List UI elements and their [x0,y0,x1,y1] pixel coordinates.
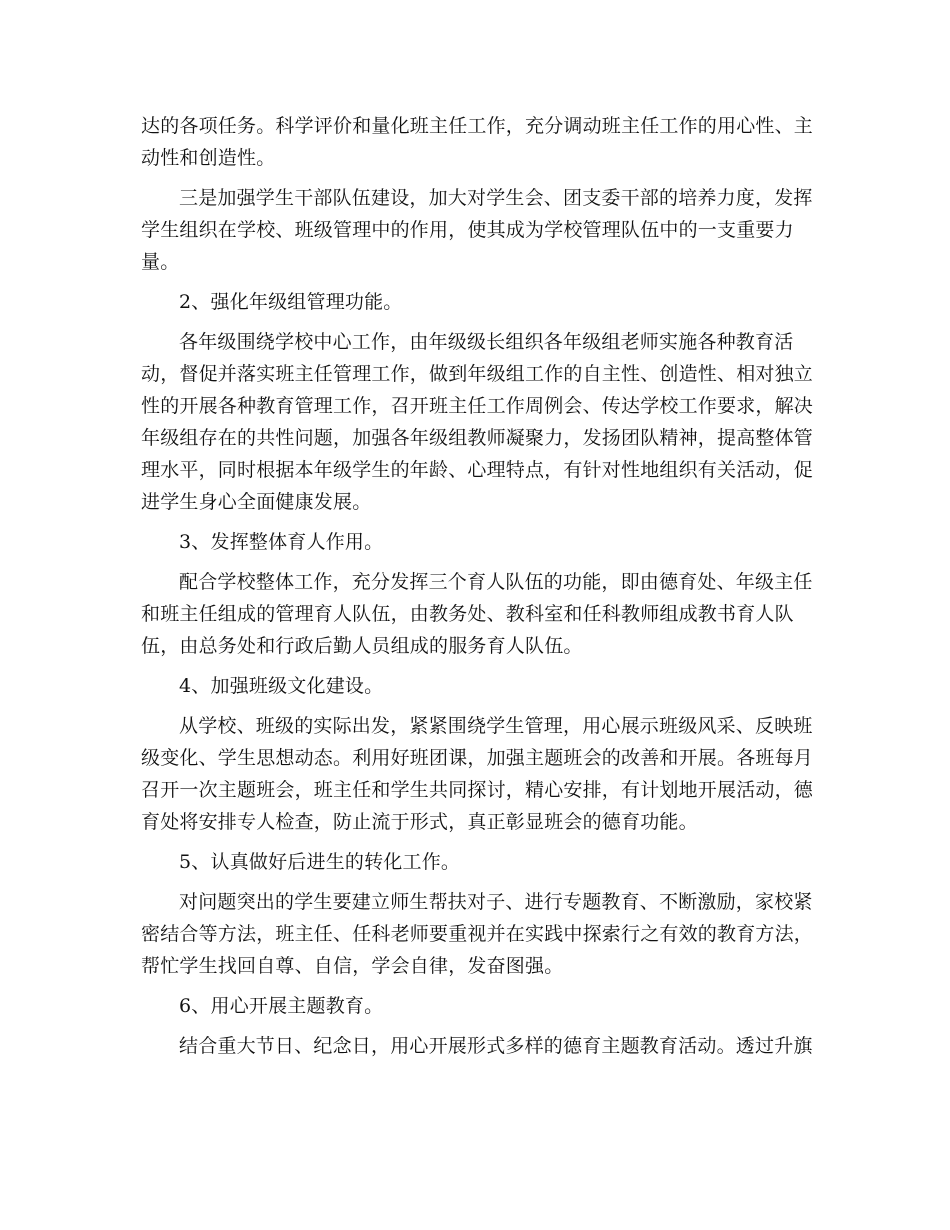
text-line: 召开一次主题班会，班主任和学生共同探讨，精心安排，有计划地开展活动，德 [141,779,814,801]
paragraph [141,886,814,982]
text-line: 达的各项任务。科学评价和量化班主任工作，充分调动班主任工作的用心性、主 [141,115,814,137]
section-heading [141,526,799,558]
text-line: 6、用心开展主题教育。 [179,995,384,1017]
section-heading [141,670,799,702]
text-line: 进学生身心全面健康发展。 [141,491,372,513]
paragraph [141,1030,813,1062]
text-line: 配合学校整体工作，充分发挥三个育人队伍的功能，即由德育处、年级主任 [179,571,813,593]
text-line: 学生组织在学校、班级管理中的作用，使其成为学校管理队伍中的一支重要力 [141,219,794,241]
text-line: 从学校、班级的实际出发，紧紧围绕学生管理，用心展示班级风采、反映班 [179,715,813,737]
text-line: 性的开展各种教育管理工作，召开班主任工作周例会、传达学校工作要求，解决 [141,395,814,417]
text-line: 伍，由总务处和行政后勤人员组成的服务育人队伍。 [141,635,583,657]
text-line: 动，督促并落实班主任管理工作，做到年级组工作的自主性、创造性、相对独立 [141,363,814,385]
text-line: 结合重大节日、纪念日，用心开展形式多样的德育主题教育活动。透过升旗 [179,1035,813,1057]
section-heading [141,990,799,1022]
text-line: 动性和创造性。 [141,147,276,169]
text-line: 和班主任组成的管理育人队伍，由教务处、教科室和任科教师组成教书育人队 [141,603,794,625]
document-body [141,110,814,1070]
paragraph [141,110,814,174]
text-line: 三是加强学生干部队伍建设，加大对学生会、团支委干部的培养力度，发挥 [179,187,813,209]
text-line: 理水平，同时根据本年级学生的年龄、心理特点，有针对性地组织有关活动，促 [141,459,814,481]
paragraph [141,326,814,518]
text-line: 年级组存在的共性问题，加强各年级组教师凝聚力，发扬团队精神，提高整体管 [141,427,814,449]
text-line: 级变化、学生思想动态。利用好班团课，加强主题班会的改善和开展。各班每月 [141,747,814,769]
section-heading [141,286,799,318]
paragraph [141,710,814,838]
text-line: 5、认真做好后进生的转化工作。 [179,851,461,873]
text-line: 育处将安排专人检查，防止流于形式，真正彰显班会的德育功能。 [141,811,698,833]
text-line: 帮忙学生找回自尊、自信，学会自律，发奋图强。 [141,955,564,977]
section-heading [141,846,799,878]
text-line: 各年级围绕学校中心工作，由年级级长组织各年级组老师实施各种教育活 [179,331,794,353]
text-line: 对问题突出的学生要建立师生帮扶对子、进行专题教育、不断激励，家校紧 [179,891,813,913]
paragraph [141,566,813,662]
text-line: 2、强化年级组管理功能。 [179,291,403,313]
text-line: 密结合等方法，班主任、任科老师要重视并在实践中探索行之有效的教育方法， [141,923,814,945]
text-line: 4、加强班级文化建设。 [179,675,384,697]
paragraph [141,182,813,278]
text-line: 3、发挥整体育人作用。 [179,531,384,553]
text-line: 量。 [141,251,180,273]
